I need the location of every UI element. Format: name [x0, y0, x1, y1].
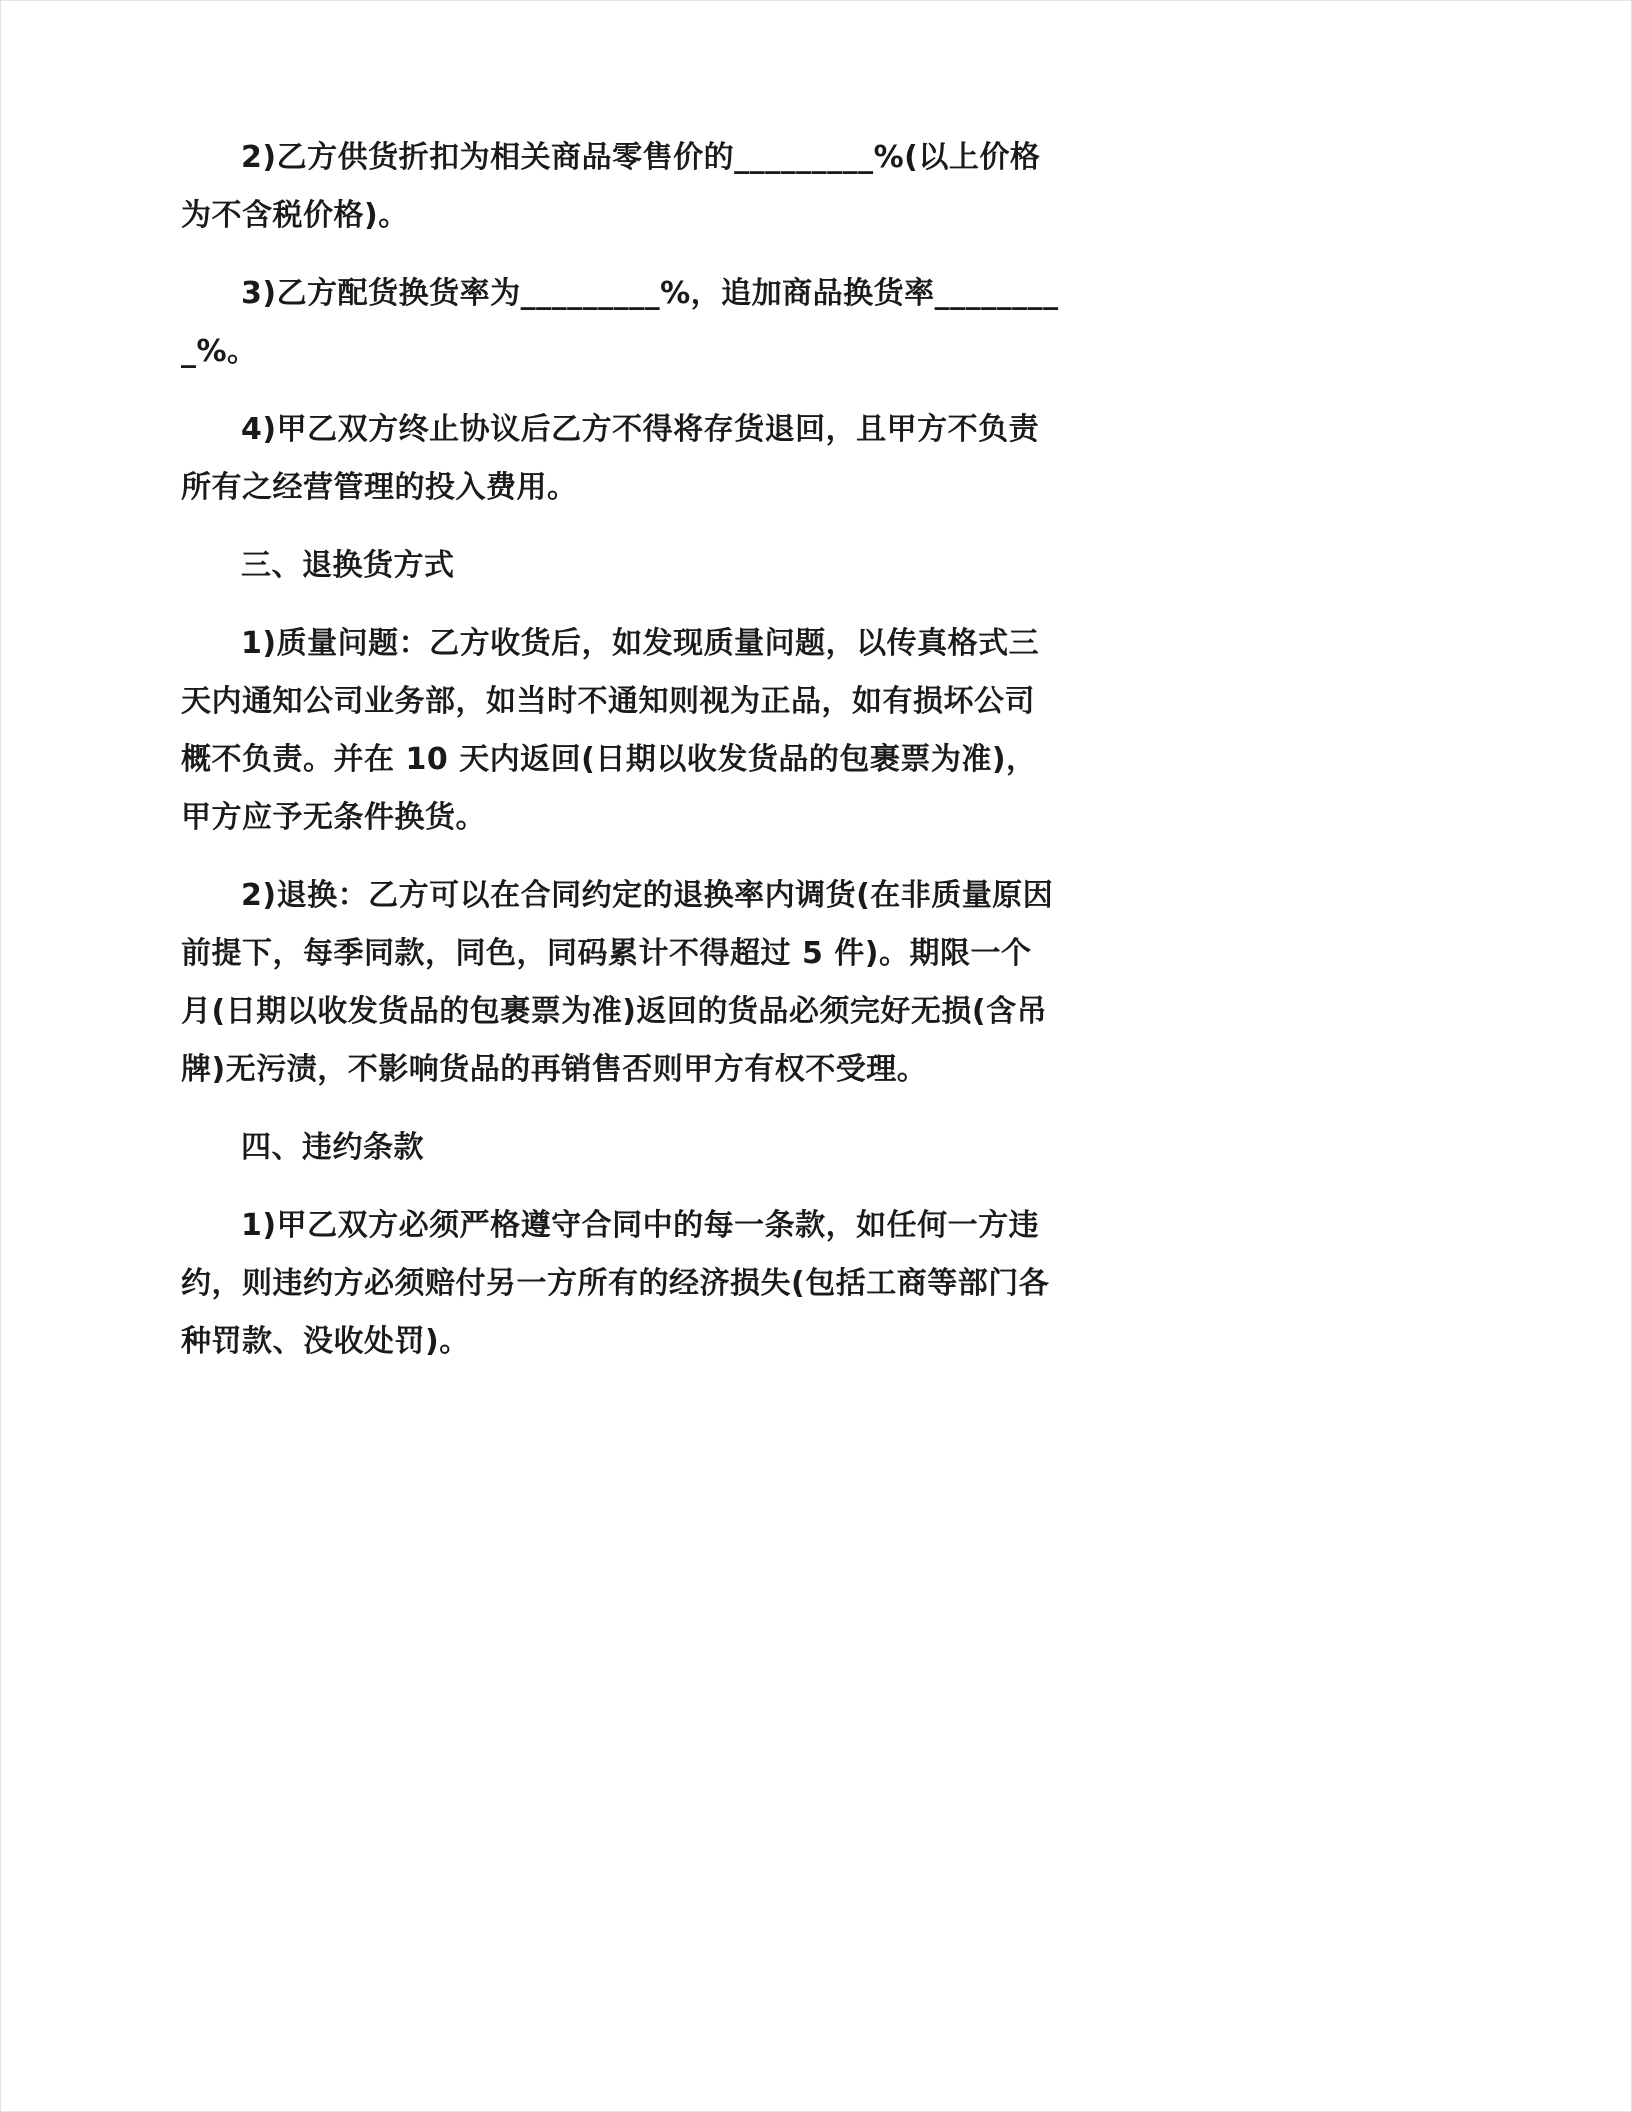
paragraph-quality-issues: 1)质量问题：乙方收货后，如发现质量问题，以传真格式三天内通知公司业务部，如当时不通知则视为正品，如有损坏公司概不负责。并在 10 天内返回(日期以收发货品的包裹票为准)，甲方应予无条件换货。	[181, 626, 1040, 835]
paragraph-exchange-rate: 3)乙方配货换货率为_________%，追加商品换货率_________%。	[181, 276, 1059, 369]
paragraph-breach-liability: 1)甲乙双方必须严格遵守合同中的每一条款，如任何一方违约，则违约方必须赔付另一方所有的经济损失(包括工商等部门各种罚款、没收处罚)。	[181, 1208, 1050, 1359]
section-heading-breach: 四、违约条款	[241, 1130, 424, 1165]
section-heading-returns: 三、退换货方式	[241, 548, 455, 583]
document-body	[181, 129, 1061, 1371]
paragraph-termination: 4)甲乙双方终止协议后乙方不得将存货退回，且甲方不负责所有之经营管理的投入费用。	[181, 412, 1040, 505]
paragraph-supply-discount: 2)乙方供货折扣为相关商品零售价的_________%(以上价格为不含税价格)。	[181, 140, 1041, 233]
paragraph-return-exchange: 2)退换：乙方可以在合同约定的退换率内调货(在非质量原因前提下，每季同款，同色，同码累计不得超过 5 件)。期限一个月(日期以收发货品的包裹票为准)返回的货品必须完好无损(含吊牌)无污渍，不影响货品的再销售否则甲方有权不受理。	[181, 878, 1054, 1087]
